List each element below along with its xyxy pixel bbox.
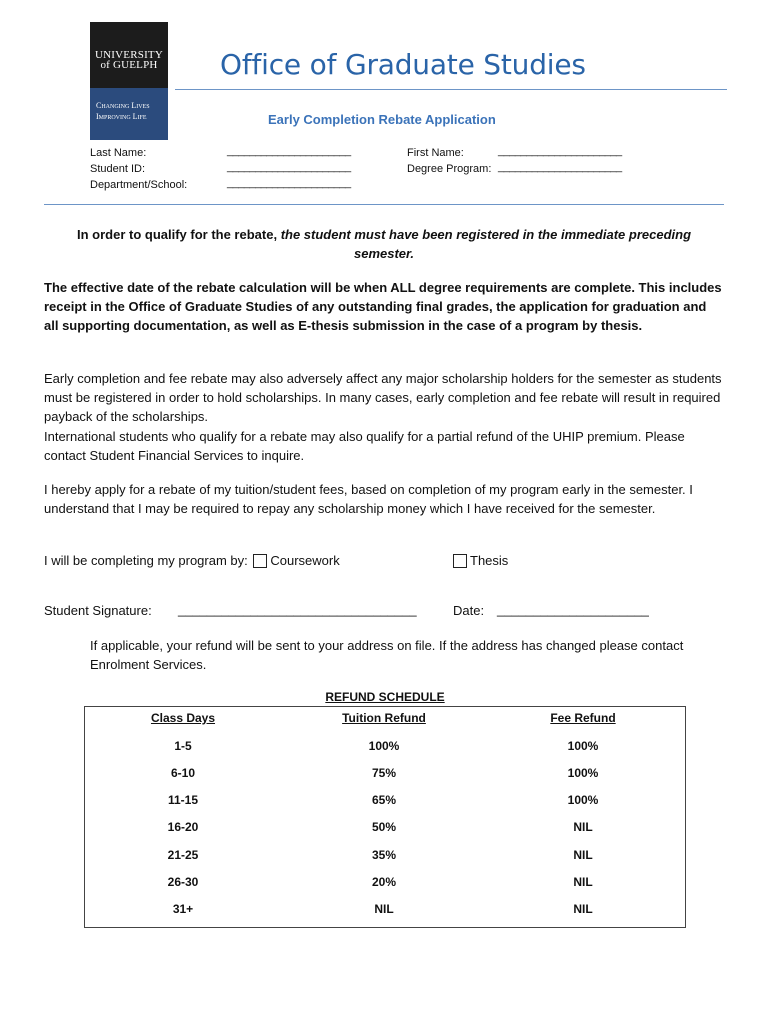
- refund-schedule-title: REFUND SCHEDULE: [325, 690, 445, 704]
- degree-program-field[interactable]: ______________________: [498, 161, 622, 173]
- signature-field[interactable]: _________________________________: [178, 602, 417, 617]
- thesis-checkbox[interactable]: [453, 554, 467, 568]
- header-divider: [175, 89, 727, 90]
- logo-wordmark: UNIVERSITY of GUELPH: [95, 49, 163, 71]
- header-tuition-refund: Tuition Refund: [342, 711, 426, 725]
- section-divider: [44, 204, 724, 205]
- first-name-field[interactable]: ______________________: [498, 145, 622, 157]
- signature-label: Student Signature:: [44, 603, 152, 618]
- student-id-label: Student ID:: [90, 163, 146, 175]
- university-logo: [90, 22, 168, 140]
- last-name-field[interactable]: ______________________: [227, 145, 351, 157]
- table-cell: 21-25: [167, 848, 199, 862]
- refund-schedule-table: [84, 706, 686, 928]
- table-cell: 35%: [371, 848, 397, 862]
- thesis-label: Thesis: [470, 553, 509, 568]
- header-fee-refund: Fee Refund: [550, 711, 616, 725]
- department-field[interactable]: ______________________: [227, 177, 351, 189]
- scholarship-paragraph: Early completion and fee rebate may also adversely affect any major scholarship holders for the semester as students must be registered in order to hold scholarships. In many cases, early completion and fee rebate will result in required payback of the scholarships.: [44, 371, 722, 424]
- coursework-checkbox[interactable]: [253, 554, 267, 568]
- refund-address-note: If applicable, your refund will be sent to your address on file. If the address has changed please contact Enrolment Services.: [90, 638, 684, 672]
- table-cell: 100%: [567, 739, 599, 753]
- student-id-field[interactable]: ______________________: [227, 161, 351, 173]
- table-cell: 65%: [371, 793, 397, 807]
- table-cell: NIL: [573, 848, 593, 862]
- table-cell: NIL: [374, 902, 394, 916]
- table-cell: 31+: [172, 902, 194, 916]
- table-cell: NIL: [573, 820, 593, 834]
- header-class-days: Class Days: [150, 711, 216, 725]
- application-statement: I hereby apply for a rebate of my tuition/student fees, based on completion of my program early in the semester. I understand that I may be required to repay any scholarship money which I have received for the semester.: [44, 482, 693, 516]
- form-subtitle: Early Completion Rebate Application: [268, 112, 496, 127]
- logo-tagline: Changing Lives Improving Life: [90, 88, 168, 140]
- table-cell: NIL: [573, 902, 593, 916]
- table-cell: 100%: [567, 793, 599, 807]
- table-cell: 75%: [371, 766, 397, 780]
- completion-label: I will be completing my program by:: [44, 553, 248, 568]
- table-cell: 6-10: [170, 766, 196, 780]
- table-cell: 100%: [368, 739, 400, 753]
- table-cell: 50%: [371, 820, 397, 834]
- degree-program-label: Degree Program:: [407, 163, 492, 175]
- coursework-label: Coursework: [270, 553, 340, 568]
- international-paragraph: International students who qualify for a rebate may also qualify for a partial refund of the UHIP premium. Please contact Student Financial Services to inquire.: [44, 429, 685, 463]
- page-title: Office of Graduate Studies: [220, 48, 586, 81]
- eligibility-notice: In order to qualify for the rebate, the student must have been registered in the immediate preceding semester.: [76, 227, 692, 261]
- effective-date-paragraph: The effective date of the rebate calculation will be when ALL degree requirements are complete. This includes receipt in the Office of Graduate Studies of any outstanding final grades, the application for graduation and all supporting documentation, as well as E-thesis submission in the case of a program by thesis.: [44, 280, 722, 333]
- date-label: Date:: [453, 603, 485, 618]
- table-cell: 100%: [567, 766, 599, 780]
- table-cell: 1-5: [174, 739, 192, 753]
- table-cell: 11-15: [167, 793, 199, 807]
- thesis-option: [453, 551, 653, 570]
- table-cell: 26-30: [167, 875, 199, 889]
- last-name-label: Last Name:: [90, 147, 147, 159]
- first-name-label: First Name:: [407, 147, 464, 159]
- table-cell: 16-20: [167, 820, 199, 834]
- date-field[interactable]: _____________________: [497, 602, 649, 617]
- table-cell: NIL: [573, 875, 593, 889]
- table-cell: 20%: [371, 875, 397, 889]
- department-label: Department/School:: [90, 179, 188, 191]
